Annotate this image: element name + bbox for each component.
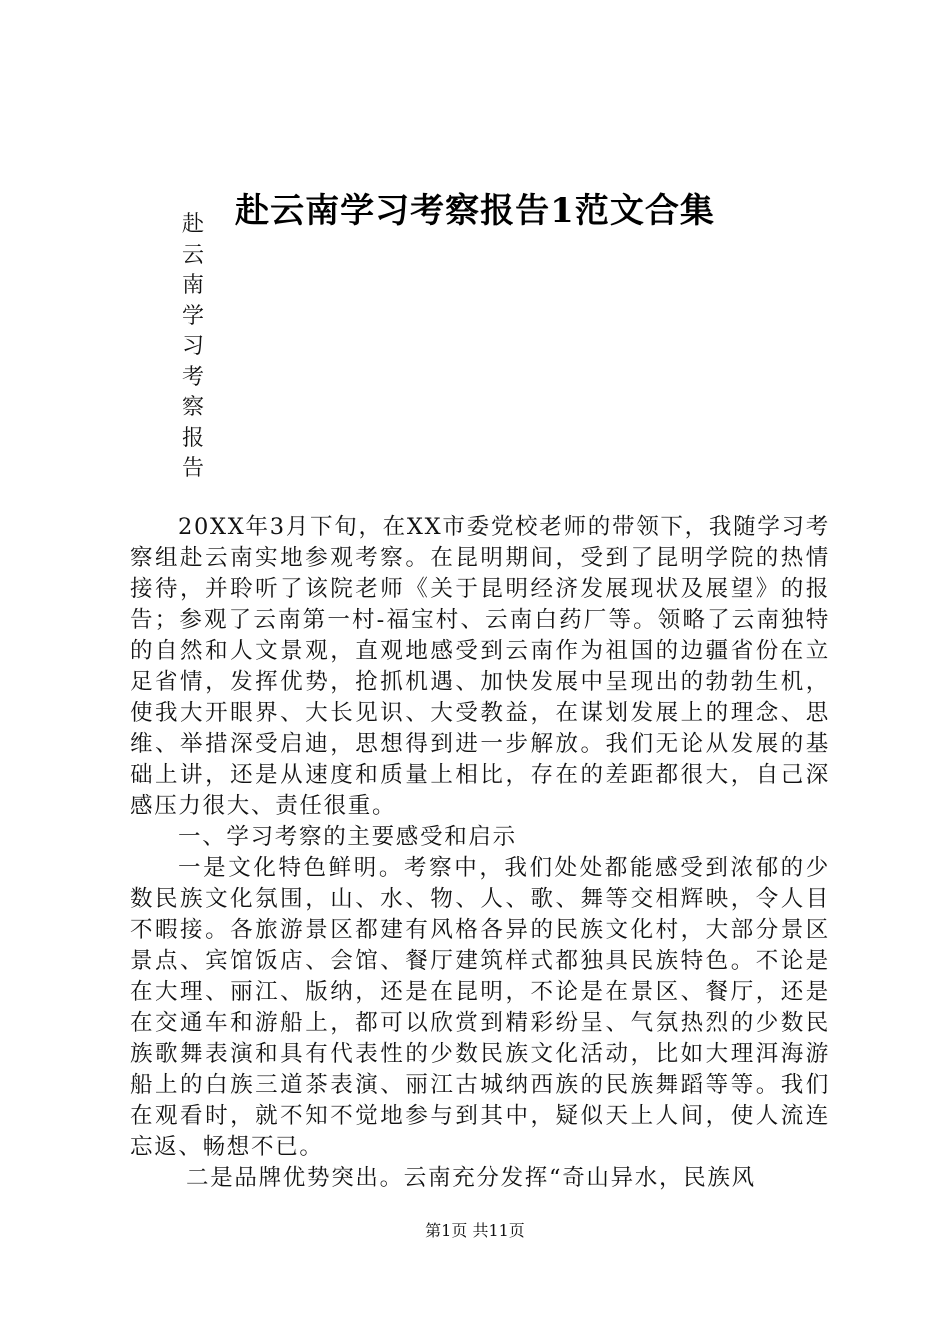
- page-footer: 第1页 共11页: [425, 1221, 525, 1240]
- vertical-heading-char: 习: [181, 334, 204, 359]
- body-paragraph: 一是文化特色鲜明。考察中，我们处处都能感受到浓郁的少数民族文化氛围，山、水、物、人、歌、舞等交相辉映，令人目不暇接。各旅游景区都建有风格各异的民族文化村，大部分景区景点、宾馆饭店、会馆、餐厅建筑样式都独具民族特色。不论是在大理、丽江、版纳，还是在昆明，不论是在景区、餐厅，还是在交通车和游船上，都可以欣赏到精彩纷呈、气氛热烈的少数民族歌舞表演和具有代表性的少数民族文化活动，比如大理洱海游船上的白族三道茶表演、丽江古城纳西族的民族舞蹈等等。我们在观看时，就不知不觉地参与到其中，疑似天上人间，使人流连忘返、畅想不已。: [130, 855, 830, 1160]
- vertical-heading-char: 告: [181, 456, 204, 481]
- body-paragraph: 二是品牌优势突出。云南充分发挥“奇山异水，民族风: [186, 1165, 756, 1191]
- vertical-heading: [178, 210, 208, 485]
- vertical-heading-char: 考: [181, 364, 204, 390]
- vertical-heading-char: 云: [181, 242, 204, 268]
- document-body: [130, 512, 830, 1194]
- vertical-heading-char: 学: [181, 303, 204, 329]
- vertical-heading-char: 赴: [181, 212, 204, 237]
- vertical-heading-char: 南: [181, 273, 204, 298]
- intro-paragraph: 20XX年3月下旬，在XX市委党校老师的带领下，我随学习考察组赴云南实地参观考察。在昆明期间，受到了昆明学院的热情接待，并聆听了该院老师《关于昆明经济发展现状及展望》的报告；参观了云南第一村-福宝村、云南白药厂等。领略了云南独特的自然和人文景观，直观地感受到云南作为祖国的边疆省份在立足省情，发挥优势，抢抓机遇、加快发展中呈现出的勃勃生机，使我大开眼界、大长见识、大受教益，在谋划发展上的理念、思维、举措深受启迪，思想得到进一步解放。我们无论从发展的基础上讲，还是从速度和质量上相比，存在的差距都很大，自己深感压力很大、责任很重。: [130, 514, 830, 819]
- document-title: 赴云南学习考察报告1范文合集: [235, 191, 715, 231]
- vertical-heading-char: 报: [181, 425, 204, 451]
- section-heading: 一、学习考察的主要感受和启示: [178, 824, 517, 850]
- vertical-heading-char: 察: [181, 395, 204, 420]
